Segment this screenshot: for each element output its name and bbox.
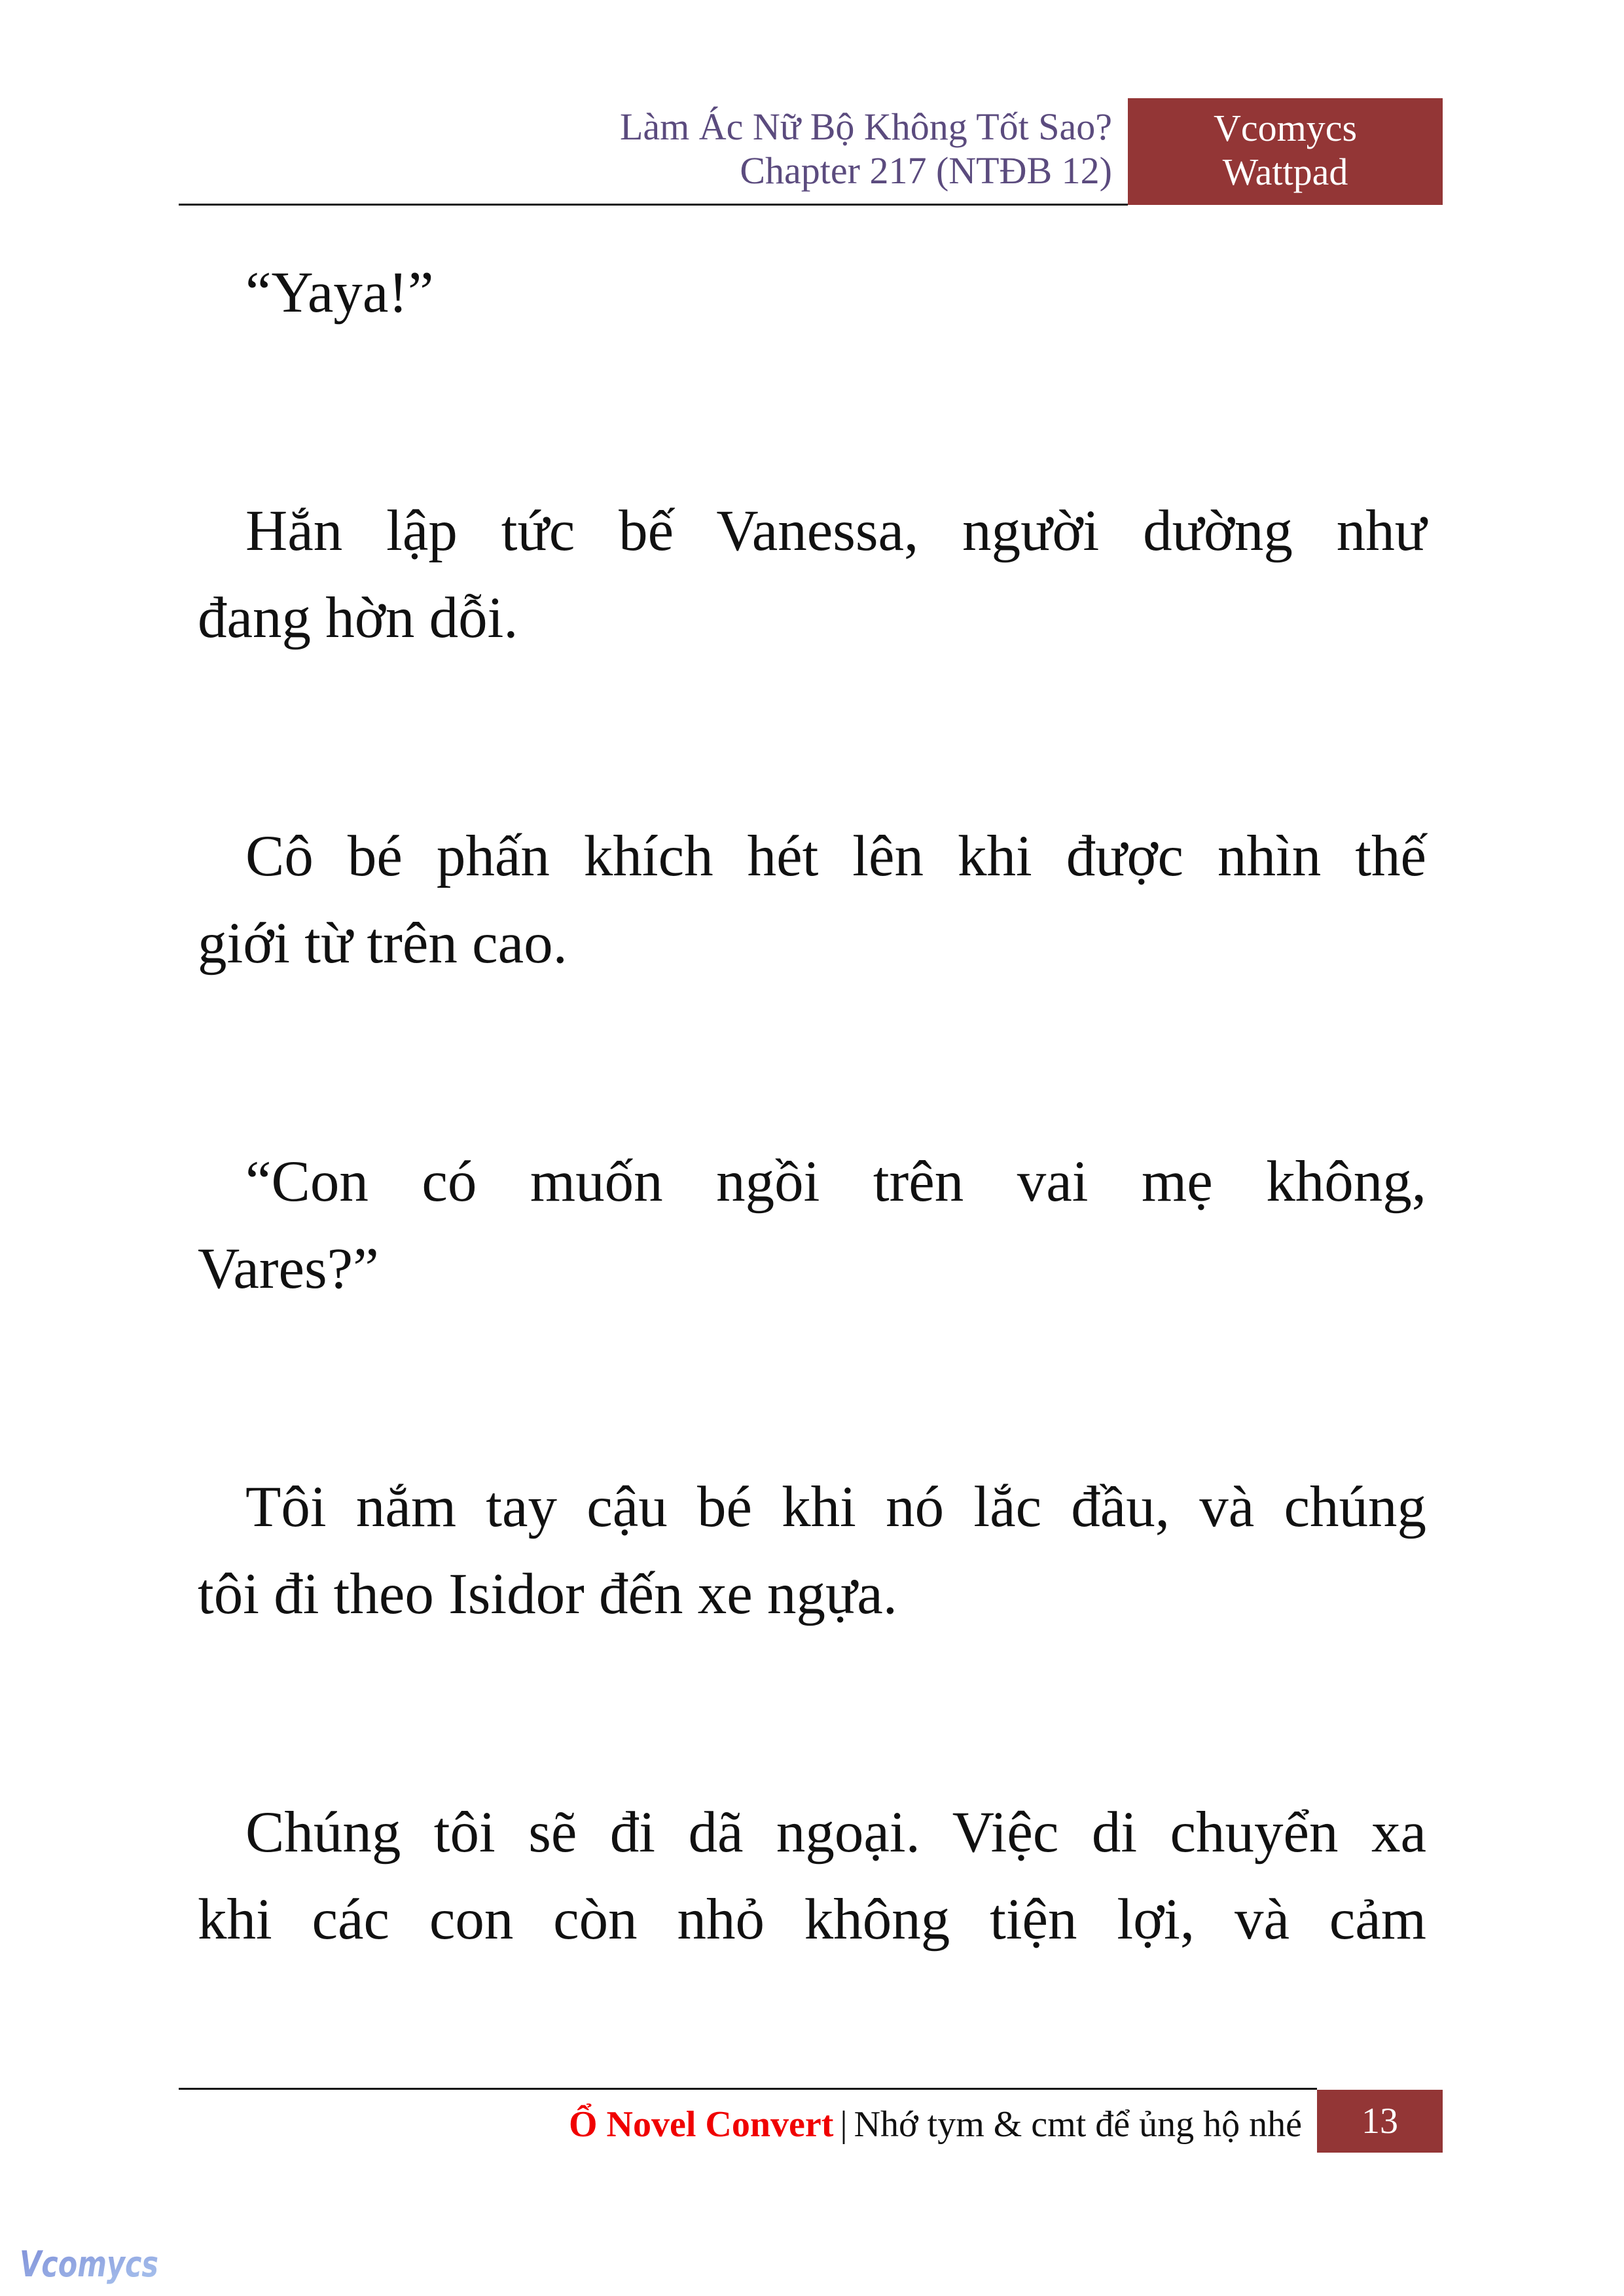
svg-text:Vcomycs: Vcomycs bbox=[20, 2244, 158, 2285]
text-line: “Yaya!” bbox=[245, 261, 434, 325]
paragraph bbox=[198, 813, 1426, 987]
footer-message: Nhớ tym & cmt để ủng hộ nhé bbox=[854, 2104, 1302, 2145]
paragraph bbox=[198, 1139, 1426, 1313]
footer-divider bbox=[179, 2088, 1317, 2090]
footer-brand: Ổ Novel Convert bbox=[569, 2104, 834, 2145]
footer-separator: | bbox=[840, 2104, 848, 2145]
text-line: Hắn lập tức bế Vanessa, người dường như bbox=[245, 499, 1426, 563]
book-title: Làm Ác Nữ Bộ Không Tốt Sao? bbox=[619, 105, 1112, 148]
text-line: đang hờn dỗi. bbox=[198, 586, 518, 650]
page-number: 13 bbox=[1317, 2090, 1443, 2153]
running-header-title bbox=[620, 105, 1112, 192]
header-divider bbox=[179, 204, 1128, 206]
footer-text bbox=[569, 2102, 1302, 2147]
text-line: Chúng tôi sẽ đi dã ngoại. Việc di chuyển xa bbox=[245, 1800, 1426, 1865]
text-line: Vares?” bbox=[198, 1237, 379, 1301]
chapter-label: Chapter 217 (NTĐB 12) bbox=[740, 149, 1112, 192]
badge-line-1: Vcomycs bbox=[1213, 107, 1358, 149]
header-badge bbox=[1128, 98, 1443, 205]
text-line: tôi đi theo Isidor đến xe ngựa. bbox=[198, 1562, 898, 1626]
badge-line-2: Wattpad bbox=[1222, 151, 1348, 193]
text-line: khi các con còn nhỏ không tiện lợi, và cảm bbox=[198, 1887, 1426, 1952]
text-line: giới từ trên cao. bbox=[198, 911, 568, 975]
paragraph bbox=[198, 1789, 1426, 1963]
paragraph bbox=[198, 488, 1426, 662]
paragraph bbox=[198, 1464, 1426, 1638]
paragraph bbox=[198, 249, 1426, 337]
chapter-body bbox=[198, 249, 1426, 2115]
text-line: Tôi nắm tay cậu bé khi nó lắc đầu, và chúng bbox=[245, 1475, 1426, 1539]
text-line: “Con có muốn ngồi trên vai mẹ không, bbox=[245, 1150, 1426, 1214]
text-line: Cô bé phấn khích hét lên khi được nhìn thế bbox=[245, 824, 1426, 888]
vcomycs-logo bbox=[18, 2242, 162, 2292]
